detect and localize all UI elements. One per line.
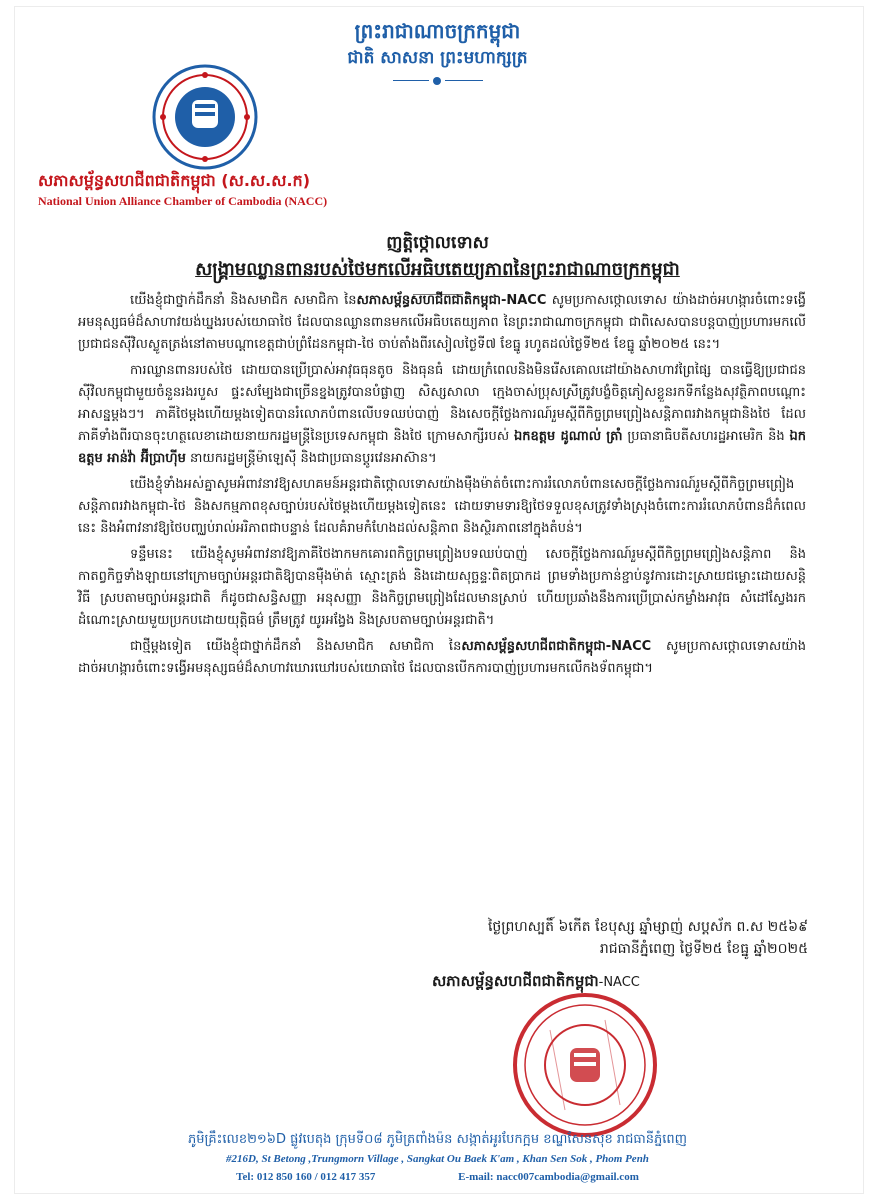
paragraph-3: យើងខ្ញុំទាំងអស់គ្នាសូមអំពាវនាវឱ្យសហគមន៍អន្តរជាតិថ្កោលទោសយ៉ាងម៉ឺងម៉ាត់ចំពោះការរំលោភបំពានសេចក្តីថ្លែងការណ៍រួមស្តីពីកិច្ចព្រមព្រៀងសន្តិភាពរវាងកម្ពុជា-ថៃ និងសកម្មភាពខុសច្បាប់របស់ថៃម្តងហើយម្តងទៀតនេះ ដោយទាមទារឱ្យថៃទទួលខុសត្រូវទាំងស្រុងចំពោះការរំលោភបំពានដ៏កំពេលនេះ និងអំពាវនាវឱ្យថៃបញ្ឈប់រាល់អរិភាពជាបន្ទាន់ ដែលគំរាមកំហែងដល់សន្តិភាព និងស្ថិរភាពនៅក្នុងតំបន់។ bbox=[78, 477, 806, 536]
p2-text-c: ប្រធានាធិបតីសហរដ្ឋអាមេរិក និង bbox=[622, 429, 790, 444]
p5-text-a: ជាថ្មីម្តងទៀត យើងខ្ញុំជាថ្នាក់ដឹកនាំ និងសមាជិក សមាជិកា នៃ bbox=[130, 639, 462, 654]
kingdom-title: ព្រះរាជាណាចក្រកម្ពុជា bbox=[354, 19, 521, 43]
paragraph-4: ទន្ទឹមនេះ យើងខ្ញុំសូមអំពាវនាវឱ្យភាគីថៃងាកមកគោរពកិច្ចព្រមព្រៀងបទឈប់បាញ់ សេចក្តីថ្លែងការណ៍រួមស្តីពីកិច្ចព្រមព្រៀងសន្តិភាព និងកាតព្វកិច្ចទាំងឡាយនៅក្រោមច្បាប់អន្តរជាតិឱ្យបានម៉ឺងម៉ាត់ ស្មោះត្រង់ និងដោយសុច្ឆន្ទៈពិតប្រាកដ ព្រមទាំងប្រកាន់ខ្ជាប់នូវការដោះស្រាយជម្លោះដោយសន្តិវិធី ស្របតាមច្បាប់អន្តរជាតិ ក៏ដូចជាសន្ធិសញ្ញា អនុសញ្ញា និងកិច្ចព្រមព្រៀងដែលមានស្រាប់ ហើយប្រឆាំងនឹងការប្រើប្រាស់កម្លាំងអាវុធ សំដៅស្វែងរកដំណោះស្រាយមួយប្រកបដោយយុត្តិធម៌ ត្រឹមត្រូវ យូរអង្វែង និងស្របតាមច្បាប់អន្តរជាតិ។ bbox=[78, 547, 806, 628]
solar-date: រាជធានីភ្នំពេញ ថ្ងៃទី២៥ ខែធ្នូ ឆ្នាំ២០២៥ bbox=[599, 941, 808, 957]
document-title bbox=[0, 230, 875, 295]
red-official-seal-icon bbox=[510, 990, 660, 1140]
footer-address-khmer: ភូមិគ្រឹះលេខ២១៦D ផ្លូវបេតុង ក្រុមទី០៨ ភូមិត្រពាំងម៉ន សង្កាត់អូរបែកក្អម ខណ្ឌសែនសុខ រាជធានីភ្នំពេញ bbox=[187, 1132, 687, 1147]
p2-anwar-bold: ឯកឧត្តម អាន់វ៉ា អ៊ីប្រាហ៊ីម bbox=[78, 429, 807, 466]
footer-contact bbox=[0, 1168, 875, 1186]
p2-trump-bold: ឯកឧត្តម ដូណាល់ ត្រាំ bbox=[513, 429, 623, 444]
paragraph-5 bbox=[78, 636, 806, 680]
p5-text-c: សូមប្រកាសថ្កោលទោសយ៉ាងដាច់អហង្ការចំពោះទង្វើអមនុស្សធម៌ដ៏សាហាវឃោរឃៅរបស់យោធាថៃ ដែលបានបើកការបាញ់ប្រហារមកលើកងទ័ពកម្ពុជា។ bbox=[78, 639, 806, 676]
organization-name-khmer: សភាសម្ព័ន្ធសហជីពជាតិកម្ពុជា (ស.ស.ស.ក) bbox=[38, 171, 311, 190]
kingdom-motto: ជាតិ សាសនា ព្រះមហាក្សត្រ bbox=[347, 48, 528, 68]
title-line-2: សង្គ្រាមឈ្លានពានរបស់ថៃមកលើអធិបតេយ្យភាពនៃព្រះរាជាណាចក្រកម្ពុជា bbox=[195, 259, 680, 280]
statement-body bbox=[78, 290, 806, 684]
p1-org-bold: សភាសម្ព័ន្ធសហជីពជាតិកម្ពុជា-NACC bbox=[356, 293, 547, 308]
signatory-org-suffix: -NACC bbox=[598, 975, 640, 990]
p1-text-a: យើងខ្ញុំជាថ្នាក់ដឹកនាំ និងសមាជិក សមាជិកា នៃ bbox=[130, 293, 357, 308]
p5-org-bold: សភាសម្ព័ន្ធសហជីពជាតិកម្ពុជា-NACC bbox=[461, 639, 652, 654]
paragraph-2 bbox=[78, 360, 806, 470]
footer bbox=[0, 1130, 875, 1186]
p2-text-a: ការឈ្លានពានរបស់ថៃ ដោយបានប្រើប្រាស់អាវុធធុនតូច និងធុនធំ ដោយក្រំពេលនិងមិនរើសគោលដៅយ៉ាងសាហាវព្រៃផ្សៃ បានធ្វើឱ្យប្រជាជនស៊ីវិលកម្ពុជាមួយចំនួនរងរបួស ផ្ទះសម្បែងជាច្រើនខ្នងត្រូវបានបំផ្លាញ សិស្សសាលា ក្មេងចាស់ប្រុសស្រីត្រូវបង្ខំចិត្តភៀសខ្លួនរកទីកន្លែងសុវត្ថិភាពបណ្តោះអាសន្នម្តងៗ។ ភាគីថៃម្តងហើយម្តងទៀតបានរំលោភបំពានលើបទឈប់បាញ់ និងសេចក្តីថ្លែងការណ៍រួមស្តីពីកិច្ចព្រមព្រៀងសន្តិភាពរវាងកម្ពុជានិងថៃ ដែលភាគីទាំងពីរបានចុះហត្ថលេខាដោយនាយករដ្ឋមន្ត្រីនៃប្រទេសកម្ពុជា និងថៃ ក្រោមសាក្សីរបស់ bbox=[78, 363, 806, 444]
title-line-1: ញត្តិថ្កោលទោស bbox=[386, 233, 489, 253]
organization-name-english: National Union Alliance Chamber of Cambodia (NACC) bbox=[38, 194, 328, 208]
date-block bbox=[380, 916, 808, 960]
lunar-date: ថ្ងៃព្រហស្បតិ៍ ៦កើត ខែបុស្ស ឆ្នាំម្សាញ់ សប្តស័ក ព.ស ២៥៦៩ bbox=[487, 919, 808, 935]
p1-text-c: សូមប្រកាសថ្កោលទោស យ៉ាងដាច់អហង្ការចំពោះទង្វើអមនុស្សធម៌ដ៏សាហាវយង់ឃ្នងរបស់យោធាថៃ ដែលបានឈ្លានពានមកលើអធិបតេយ្យភាព នៃព្រះរាជាណាចក្រកម្ពុជា ជាពិសេសបានបន្តបាញ់ប្រហារមកលើប្រជាជនស៊ីវិលស្លូតត្រង់នៅតាមបណ្តាខេត្តជាប់ព្រំដែនកម្ពុជា-ថៃ ចាប់តាំងពីរសៀលថ្ងៃទី៧ ខែធ្នូ រហូតដល់ថ្ងៃទី២៥ ខែធ្នូ ឆ្នាំ២០២៥ នេះ។ bbox=[78, 293, 807, 352]
kingdom-header bbox=[0, 18, 875, 86]
paragraph-1 bbox=[78, 290, 806, 356]
header-ornament bbox=[393, 74, 483, 86]
signatory-org-khmer: សភាសម្ព័ន្ធសហជីពជាតិកម្ពុជា bbox=[432, 972, 599, 990]
nacc-logo-icon bbox=[152, 64, 258, 170]
footer-email: E-mail: nacc007cambodia@gmail.com bbox=[458, 1171, 639, 1183]
footer-telephone: Tel: 012 850 160 / 012 417 357 bbox=[236, 1171, 376, 1183]
footer-address-english: #216D, St Betong ,Trungmorn Village , Sangkat Ou Baek K'am , Khan Sen Sok , Phom Penh bbox=[226, 1153, 649, 1165]
p2-text-e: នាយករដ្ឋមន្ត្រីម៉ាឡេស៊ី និងជាប្រធានប្តូរវេនអាស៊ាន។ bbox=[185, 451, 437, 466]
